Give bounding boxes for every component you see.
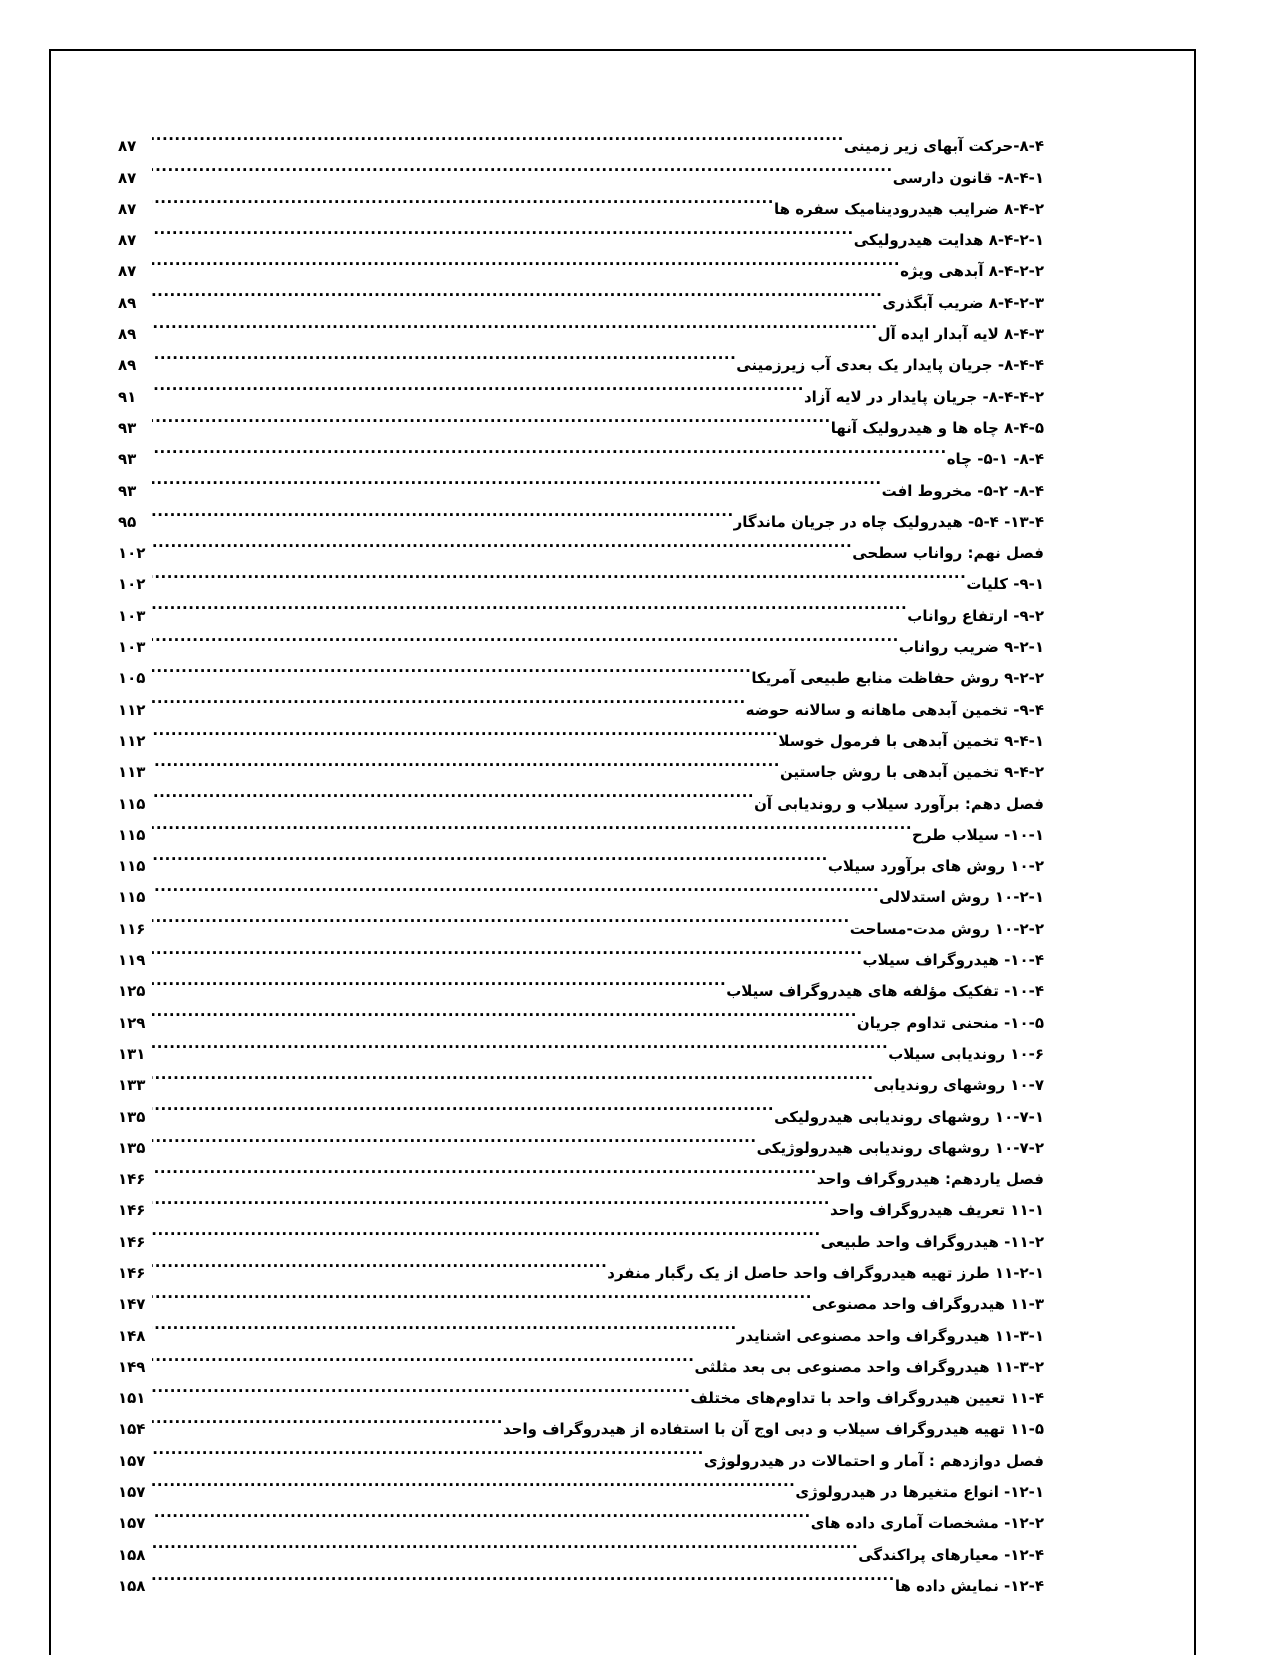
toc-entry-title: ۱۱-۲- هیدروگراف واحد طبیعی: [820, 1232, 1044, 1251]
toc-entry[interactable]: [118, 433, 1044, 469]
toc-entry-title: ۸-۴-۲-۲ آبدهی ویژه: [900, 262, 1044, 281]
dot-leader: [152, 1059, 874, 1090]
toc-entry-title: ۹-۲-۱ ضریب رواناب: [898, 638, 1044, 657]
toc-entry-title: فصل دهم: برآورد سیلاب و روندیابی آن: [754, 794, 1044, 813]
toc-entry-title: ۱۰-۴- تفکیک مؤلفه های هیدروگراف سیلاب: [726, 982, 1044, 1001]
toc-entry-title: ۱۰-۷-۱ روشهای روندیابی هیدرولیکی: [774, 1107, 1044, 1126]
dot-leader: [152, 777, 754, 808]
toc-entry-title: ۹-۴- تخمین آبدهی ماهانه و سالانه حوضه: [745, 700, 1044, 719]
dot-leader: [152, 621, 899, 652]
dot-leader: [152, 1560, 895, 1591]
dot-leader: [152, 1153, 817, 1184]
toc-entry-title: ۹-۴-۲ تخمین آبدهی با روش جاستین: [779, 763, 1044, 782]
toc-entry-page-number: ۱۰۲: [118, 575, 146, 594]
dot-leader: [152, 715, 778, 746]
toc-entry-page-number: ۸۷: [118, 199, 137, 218]
toc-entry-page-number: ۱۵۴: [118, 1420, 146, 1439]
dot-leader: [152, 402, 831, 433]
toc-entry-page-number: ۹۱: [118, 387, 137, 406]
toc-entry-title: ۸-۴-۲-۳ ضریب آبگذری: [882, 293, 1044, 312]
toc-entry-title: ۱۱-۳-۱ هیدروگراف واحد مصنوعی اشنایدر: [736, 1326, 1044, 1345]
toc-entry-title: ۸-۴-۲ ضرایب هیدرودینامیک سفره ها: [773, 199, 1044, 218]
toc-entry-page-number: ۱۴۸: [118, 1326, 146, 1345]
toc-entry-title: ۸-۴-۴-۲- جریان پایدار در لایه آزاد: [803, 387, 1044, 406]
toc-entry-page-number: ۱۰۳: [118, 606, 146, 625]
toc-entry-page-number: ۱۰۲: [118, 544, 146, 563]
toc-entry-page-number: ۸۹: [118, 293, 137, 312]
toc-entry[interactable]: [118, 558, 1044, 594]
toc-entry-title: ۱۰-۲-۲ روش مدت-مساحت: [849, 919, 1044, 938]
dot-leader: [152, 1372, 690, 1403]
dot-leader: [152, 809, 912, 840]
dot-leader: [152, 308, 878, 339]
toc-entry-title: ۱۰-۲ روش های برآورد سیلاب: [827, 857, 1044, 876]
dot-leader: [152, 496, 734, 527]
dot-leader: [152, 1497, 811, 1528]
dot-leader: [152, 1341, 694, 1372]
toc-entry-page-number: ۱۱۶: [118, 919, 146, 938]
table-of-contents: [118, 120, 1044, 1595]
dot-leader: [152, 1028, 888, 1059]
toc-entry-title: ۸-۴-۴- جریان پایدار یک بعدی آب زیرزمینی: [736, 356, 1044, 375]
toc-entry-page-number: ۹۳: [118, 481, 137, 500]
toc-entry-page-number: ۱۱۵: [118, 857, 146, 876]
dot-leader: [152, 1184, 830, 1215]
toc-entry-title: ۱۲-۱- انواع متغیرها در هیدرولوژی: [795, 1483, 1044, 1502]
dot-leader: [152, 464, 882, 495]
dot-leader: [152, 1215, 821, 1246]
dot-leader: [152, 339, 736, 370]
dot-leader: [152, 652, 751, 683]
toc-entry-title: ۸-۴- ۵-۲- مخروط افت: [881, 481, 1044, 500]
dot-leader: [152, 746, 780, 777]
toc-entry-page-number: ۸۷: [118, 231, 137, 250]
toc-entry-title: ۹-۱- کلیات: [966, 575, 1044, 594]
dot-leader: [152, 183, 774, 214]
dot-leader: [152, 1403, 503, 1434]
dot-leader: [152, 1309, 737, 1340]
dot-leader: [152, 245, 900, 276]
dot-leader: [152, 996, 857, 1027]
toc-entry[interactable]: [118, 120, 1044, 156]
toc-entry-page-number: ۱۳۳: [118, 1076, 146, 1095]
toc-entry-page-number: ۱۵۸: [118, 1545, 146, 1564]
toc-entry-title: ۱۰-۷ روشهای روندیابی: [873, 1076, 1044, 1095]
toc-entry-page-number: ۸۷: [118, 168, 137, 187]
toc-entry-page-number: ۱۴۶: [118, 1232, 146, 1251]
toc-entry-title: ۸-۴-۳ لایه آبدار ایده آل: [877, 325, 1044, 344]
toc-entry[interactable]: [118, 589, 1044, 625]
toc-entry-title: ۱۰-۲-۱ روش استدلالی: [879, 888, 1044, 907]
dot-leader: [152, 902, 850, 933]
dot-leader: [152, 527, 852, 558]
dot-leader: [152, 558, 966, 589]
dot-leader: [152, 276, 882, 307]
toc-entry-title: ۹-۲-۲ روش حفاظت منابع طبیعی آمریکا: [751, 669, 1044, 688]
toc-entry-page-number: ۱۴۶: [118, 1201, 146, 1220]
toc-entry-page-number: ۱۰۳: [118, 638, 146, 657]
dot-leader: [152, 589, 907, 620]
toc-entry-title: فصل دوازدهم : آمار و احتمالات در هیدرولوژی: [703, 1451, 1044, 1470]
toc-entry-page-number: ۱۴۷: [118, 1295, 146, 1314]
toc-entry-title: ۸-۴-۲-۱ هدایت هیدرولیکی: [853, 231, 1044, 250]
dot-leader: [152, 1278, 812, 1309]
toc-entry-title: ۱۰-۱- سیلاب طرح: [912, 825, 1044, 844]
toc-entry-page-number: ۱۵۱: [118, 1389, 146, 1408]
dot-leader: [152, 120, 844, 151]
toc-entry-page-number: ۱۵۷: [118, 1483, 146, 1502]
toc-entry-page-number: ۱۵۷: [118, 1451, 146, 1470]
toc-entry-title: ۱۲-۴- معیارهای پراکندگی: [858, 1545, 1044, 1564]
toc-entry-page-number: ۹۳: [118, 450, 137, 469]
dot-leader: [152, 1528, 858, 1559]
toc-entry-page-number: ۸۷: [118, 262, 137, 281]
toc-entry-title: ۸-۴-۵ چاه ها و هیدرولیک آنها: [830, 418, 1044, 437]
toc-entry-page-number: ۸۹: [118, 356, 137, 375]
toc-entry-page-number: ۱۱۵: [118, 794, 146, 813]
toc-entry[interactable]: [118, 809, 1044, 844]
toc-entry-page-number: ۱۵۸: [118, 1576, 146, 1595]
toc-entry-page-number: ۱۱۲: [118, 700, 146, 719]
toc-entry-page-number: ۱۳۵: [118, 1107, 146, 1126]
toc-entry-title: ۱۱-۳ هیدروگراف واحد مصنوعی: [811, 1295, 1044, 1314]
toc-entry-title: فصل یاردهم: هیدروگراف واحد: [816, 1170, 1044, 1189]
toc-entry-title: فصل نهم: رواناب سطحی: [852, 544, 1044, 563]
toc-entry-title: ۹-۴-۱ تخمین آبدهی با فرمول خوسلا: [778, 731, 1044, 750]
dot-leader: [152, 433, 947, 464]
toc-entry-page-number: ۱۱۲: [118, 731, 146, 750]
toc-entry-title: ۱۱-۵ تهیه هیدروگراف سیلاب و دبی اوج آن با استفاده از هیدروگراف واحد: [502, 1420, 1044, 1439]
toc-entry-title: ۱۱-۱ تعریف هیدروگراف واحد: [829, 1201, 1044, 1220]
toc-entry-title: ۸-۴- ۵-۱- چاه: [946, 450, 1044, 469]
toc-entry-title: ۱۱-۴ تعیین هیدروگراف واحد با تداوم‌های مختلف: [690, 1389, 1044, 1408]
dot-leader: [152, 934, 863, 965]
toc-entry[interactable]: [118, 621, 1044, 657]
toc-entry-page-number: ۱۴۶: [118, 1263, 146, 1282]
toc-entry-title: ۱۰-۵- منحنی تداوم جریان: [856, 1013, 1044, 1032]
toc-entry[interactable]: [118, 464, 1044, 500]
toc-entry-title: ۱۳-۴- ۵-۴- هیدرولیک چاه در جریان ماندگار: [733, 512, 1044, 531]
toc-entry-title: ۱۲-۴- نمایش داده ها: [894, 1576, 1044, 1595]
toc-entry-title: ۱۱-۳-۲ هیدروگراف واحد مصنوعی بی بعد مثلثی: [694, 1357, 1044, 1376]
dot-leader: [152, 871, 879, 902]
dot-leader: [152, 1090, 774, 1121]
toc-entry-title: ۸-۴-حرکت آبهای زیر زمینی: [843, 137, 1044, 156]
toc-entry-page-number: ۱۲۹: [118, 1013, 146, 1032]
toc-entry-page-number: ۱۵۷: [118, 1514, 146, 1533]
toc-entry-page-number: ۸۹: [118, 325, 137, 344]
toc-entry-title: ۱۲-۲- مشخصات آماری داده های: [810, 1514, 1044, 1533]
toc-entry-page-number: ۱۳۵: [118, 1138, 146, 1157]
toc-entry-page-number: ۱۰۵: [118, 669, 146, 688]
toc-entry-page-number: ۸۷: [118, 137, 137, 156]
dot-leader: [152, 370, 804, 401]
dot-leader: [152, 840, 828, 871]
dot-leader: [152, 1466, 795, 1497]
toc-entry-title: ۱۰-۴- هیدروگراف سیلاب: [862, 951, 1044, 970]
toc-entry-page-number: ۱۳۱: [118, 1044, 146, 1063]
toc-entry-page-number: ۱۱۵: [118, 825, 146, 844]
toc-entry-page-number: ۱۱۳: [118, 763, 146, 782]
dot-leader: [152, 151, 893, 182]
toc-entry-title: ۱۱-۲-۱ طرز تهیه هیدروگراف واحد حاصل از یک رگبار منفرد: [607, 1263, 1044, 1282]
toc-entry-page-number: ۱۲۵: [118, 982, 146, 1001]
toc-entry-title: ۸-۴-۱- قانون دارسی: [892, 168, 1044, 187]
toc-entry-page-number: ۱۴۶: [118, 1170, 146, 1189]
toc-entry-page-number: ۹۳: [118, 418, 137, 437]
dot-leader: [152, 1434, 704, 1465]
dot-leader: [152, 683, 746, 714]
toc-entry-title: ۱۰-۶ روندیابی سیلاب: [888, 1044, 1044, 1063]
toc-entry-page-number: ۱۱۵: [118, 888, 146, 907]
toc-entry-title: ۱۰-۷-۲ روشهای روندیابی هیدرولوژیکی: [756, 1138, 1044, 1157]
toc-entry-title: ۹-۲- ارتفاع رواناب: [907, 606, 1044, 625]
toc-entry-page-number: ۱۴۹: [118, 1357, 146, 1376]
dot-leader: [152, 1247, 607, 1278]
dot-leader: [152, 1122, 757, 1153]
toc-entry-page-number: ۹۵: [118, 512, 137, 531]
dot-leader: [152, 214, 854, 245]
toc-entry[interactable]: [118, 840, 1044, 876]
toc-entry-page-number: ۱۱۹: [118, 951, 146, 970]
dot-leader: [152, 965, 726, 996]
